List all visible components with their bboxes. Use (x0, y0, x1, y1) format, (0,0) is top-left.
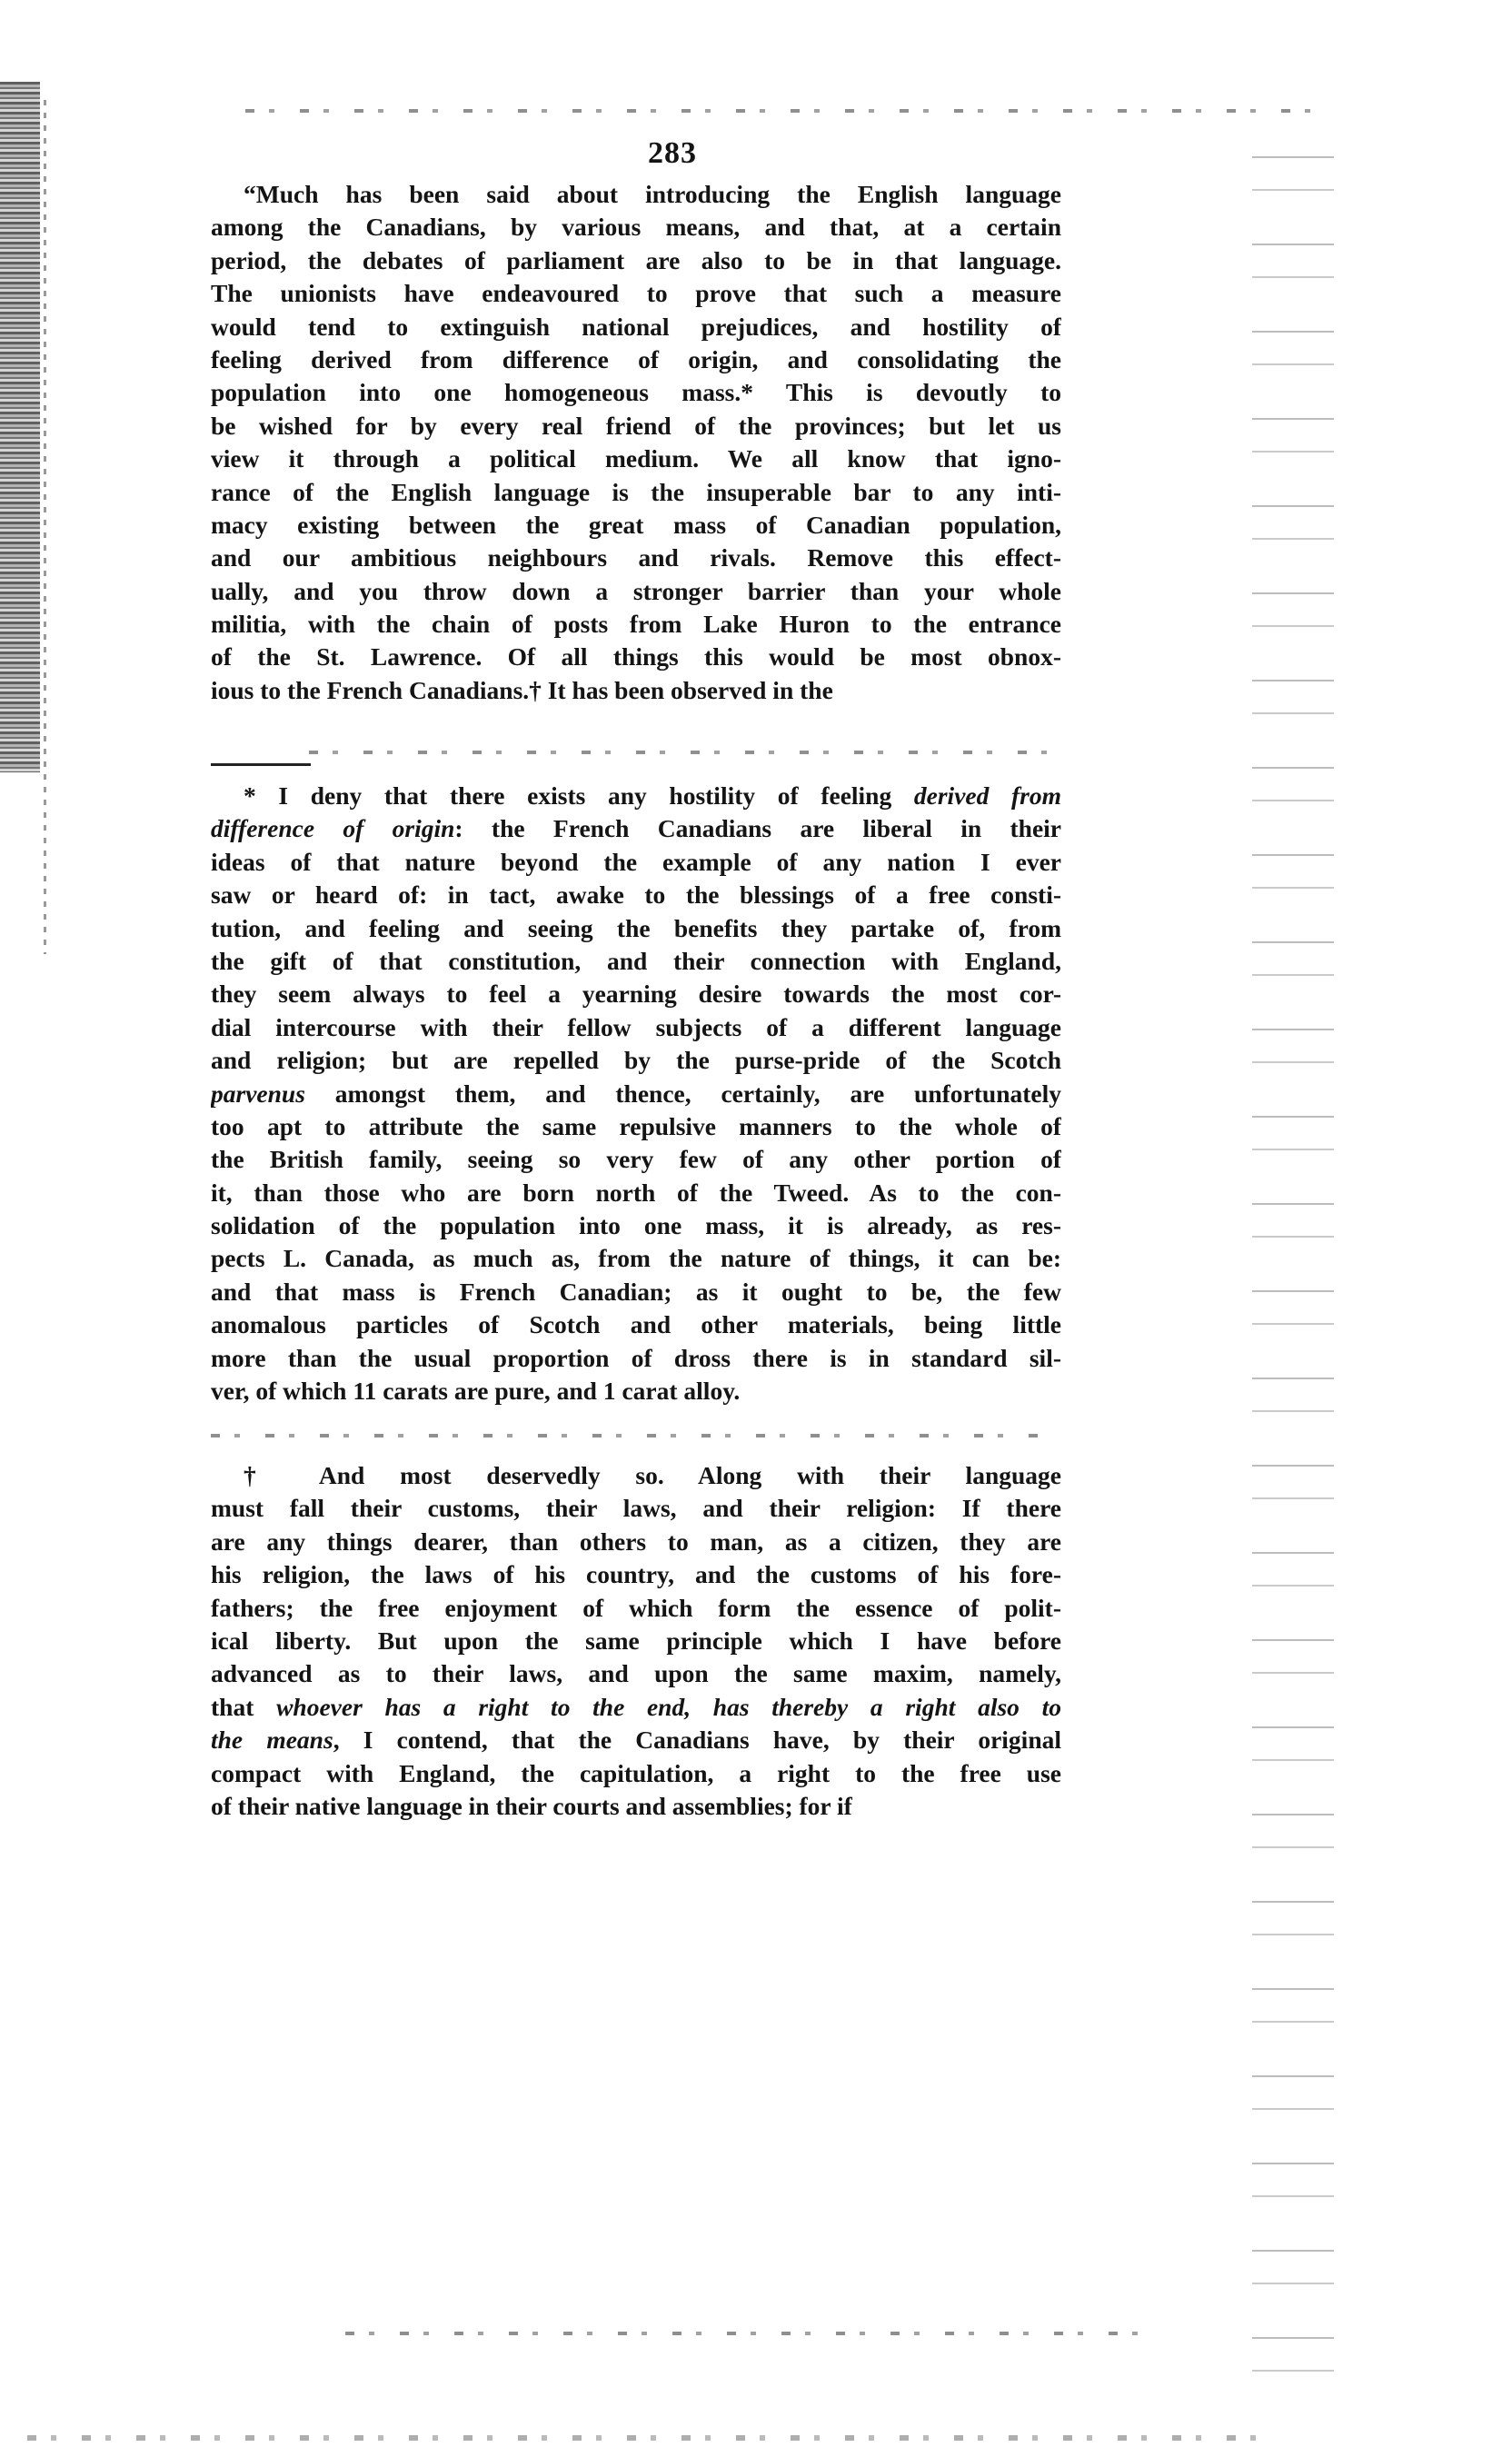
text-line: ually, and you throw down a stronger barrier than your whole (211, 576, 1061, 605)
footnote-line (211, 1375, 1061, 1408)
italic-phrase: derived from (913, 781, 1061, 810)
text-line: ious to the French Canadians.† It has been observed in the (211, 675, 833, 704)
text-segment: the gift of that constitution, and their connection with England, (211, 946, 1061, 975)
text-line: feeling derived from difference of origin, and consolidating the (211, 344, 1061, 373)
text-segment: must fall their customs, their laws, and their religion: If there (211, 1494, 1061, 1523)
footnote-line (211, 1209, 1061, 1242)
text-line: and our ambitious neighbours and rivals. Remove this effect- (211, 543, 1061, 572)
footnote-line (211, 1242, 1061, 1275)
text-segment: amongst them, and thence, certainly, are unfortunately (304, 1079, 1061, 1108)
text-line: view it through a political medium. We all know that igno- (211, 444, 1061, 473)
text-line: would tend to extinguish national prejudices, and hostility of (211, 312, 1061, 341)
text-segment: dial intercourse with their fellow subjects of a different language (211, 1012, 1061, 1041)
text-segment: too apt to attribute the same repulsive manners to the whole of (211, 1111, 1061, 1140)
text-line: among the Canadians, by various means, and that, at a certain (211, 213, 1061, 242)
footnote-line (211, 1724, 1061, 1756)
text-segment: ideas of that nature beyond the example of any nation I ever (211, 847, 1061, 876)
footnote-line (211, 846, 1061, 879)
text-segment: anomalous particles of Scotch and other materials, being little (211, 1310, 1061, 1339)
footnote-line (211, 1342, 1061, 1375)
footnote-line (211, 1492, 1061, 1525)
footnote-line (211, 1044, 1061, 1077)
text-segment: compact with England, the capitulation, a right to the free use (211, 1758, 1061, 1787)
page-number: 283 (648, 136, 697, 170)
text-line: population into one homogeneous mass.* This is devoutly to (211, 378, 1061, 407)
footnote-line (211, 1459, 1061, 1492)
scan-noise-foot (27, 2435, 1281, 2441)
text-segment: * I deny that there exists any hostility of feeling (244, 781, 914, 810)
text-line: The unionists have endeavoured to prove that such a measure (211, 279, 1061, 308)
footnote-separator (211, 763, 311, 766)
text-segment: saw or heard of: in tact, awake to the blessings of a free consti- (211, 880, 1061, 910)
footnote-dagger (211, 1459, 1061, 1823)
italic-phrase: difference of origin (211, 814, 455, 843)
italic-phrase: the means (211, 1726, 333, 1755)
text-segment: ical liberty. But upon the same principle which I have before (211, 1626, 1061, 1655)
text-segment: it, than those who are born north of the Tweed. As to the con- (211, 1178, 1061, 1207)
footnote-line (211, 1625, 1061, 1657)
text-segment: advanced as to their laws, and upon the same maxim, namely, (211, 1659, 1061, 1688)
footnote-line (211, 1558, 1061, 1591)
text-segment: they seem always to feel a yearning desire towards the most cor- (211, 980, 1061, 1009)
footnote-line (211, 1757, 1061, 1790)
main-paragraph (211, 178, 1061, 707)
footnote-line (211, 1657, 1061, 1690)
text-line: period, the debates of parliament are also to be in that language. (211, 245, 1061, 274)
text-line: macy existing between the great mass of Canadian population, (211, 510, 1061, 539)
scan-noise-top (245, 109, 1318, 113)
text-segment: more than the usual proportion of dross there is in standard sil- (211, 1343, 1061, 1372)
footnote-line (211, 1011, 1061, 1044)
text-line: “Much has been said about introducing the English language (244, 180, 1061, 208)
footnote-line (211, 1526, 1061, 1558)
footnote-line (211, 1308, 1061, 1341)
text-segment: that (211, 1692, 277, 1721)
scan-edge-left-dashes (44, 100, 46, 954)
text-segment: and that mass is French Canadian; as it ought to be, the few (211, 1277, 1061, 1306)
footnote-line (211, 1790, 1061, 1823)
text-segment: and religion; but are repelled by the purse-pride of the Scotch (211, 1046, 1061, 1075)
footnote-line (211, 978, 1061, 1010)
text-segment: , I contend, that the Canadians have, by their original (333, 1726, 1061, 1755)
text-segment: of their native language in their courts and assemblies; for if (211, 1791, 852, 1820)
text-line: be wished for by every real friend of the provinces; but let us (211, 411, 1061, 440)
italic-phrase: parvenus (211, 1079, 305, 1108)
text-line: of the St. Lawrence. Of all things this would be most obnox- (211, 642, 1061, 671)
text-line: rance of the English language is the insuperable bar to any inti- (211, 477, 1061, 506)
footnote-line (211, 1691, 1061, 1724)
footnote-line (211, 1276, 1061, 1308)
scan-noise-bottom (345, 2332, 1163, 2335)
text-segment: fathers; the free enjoyment of which form the essence of polit- (211, 1593, 1061, 1622)
footnote-line (211, 879, 1061, 911)
text-segment: solidation of the population into one mass, it is already, as res- (211, 1211, 1061, 1240)
footnote-line (211, 912, 1061, 945)
text-segment: his religion, the laws of his country, and the customs of his fore- (211, 1560, 1061, 1589)
footnote-line (211, 1143, 1061, 1176)
footnote-line (211, 945, 1061, 978)
footnote-line (211, 1592, 1061, 1625)
footnote-line (211, 780, 1061, 812)
footnote-line (211, 1177, 1061, 1209)
text-segment: pects L. Canada, as much as, from the nature of things, it can be: (211, 1244, 1061, 1273)
scan-noise-line (211, 1434, 1047, 1437)
footnote-line (211, 1110, 1061, 1143)
text-segment: are any things dearer, than others to man, as a citizen, they are (211, 1527, 1061, 1556)
footnote-line (211, 1078, 1061, 1110)
text-segment: tution, and feeling and seeing the benefits they partake of, from (211, 913, 1061, 942)
text-segment: the British family, seeing so very few of any other portion of (211, 1145, 1061, 1174)
italic-phrase: whoever has a right to the end, has thereby a right also to (276, 1692, 1061, 1721)
footnote-asterisk (211, 780, 1061, 1408)
footnote-line (211, 812, 1061, 845)
scan-edge-right (1252, 136, 1334, 2390)
text-line: militia, with the chain of posts from Lake Huron to the entrance (211, 610, 1061, 639)
scan-edge-left (0, 82, 40, 772)
scan-noise-line (309, 751, 1063, 754)
text-segment: † And most deservedly so. Along with their language (244, 1461, 1061, 1489)
text-segment: : the French Canadians are liberal in their (454, 814, 1061, 843)
text-segment: ver, of which 11 carats are pure, and 1 carat alloy. (211, 1377, 741, 1406)
